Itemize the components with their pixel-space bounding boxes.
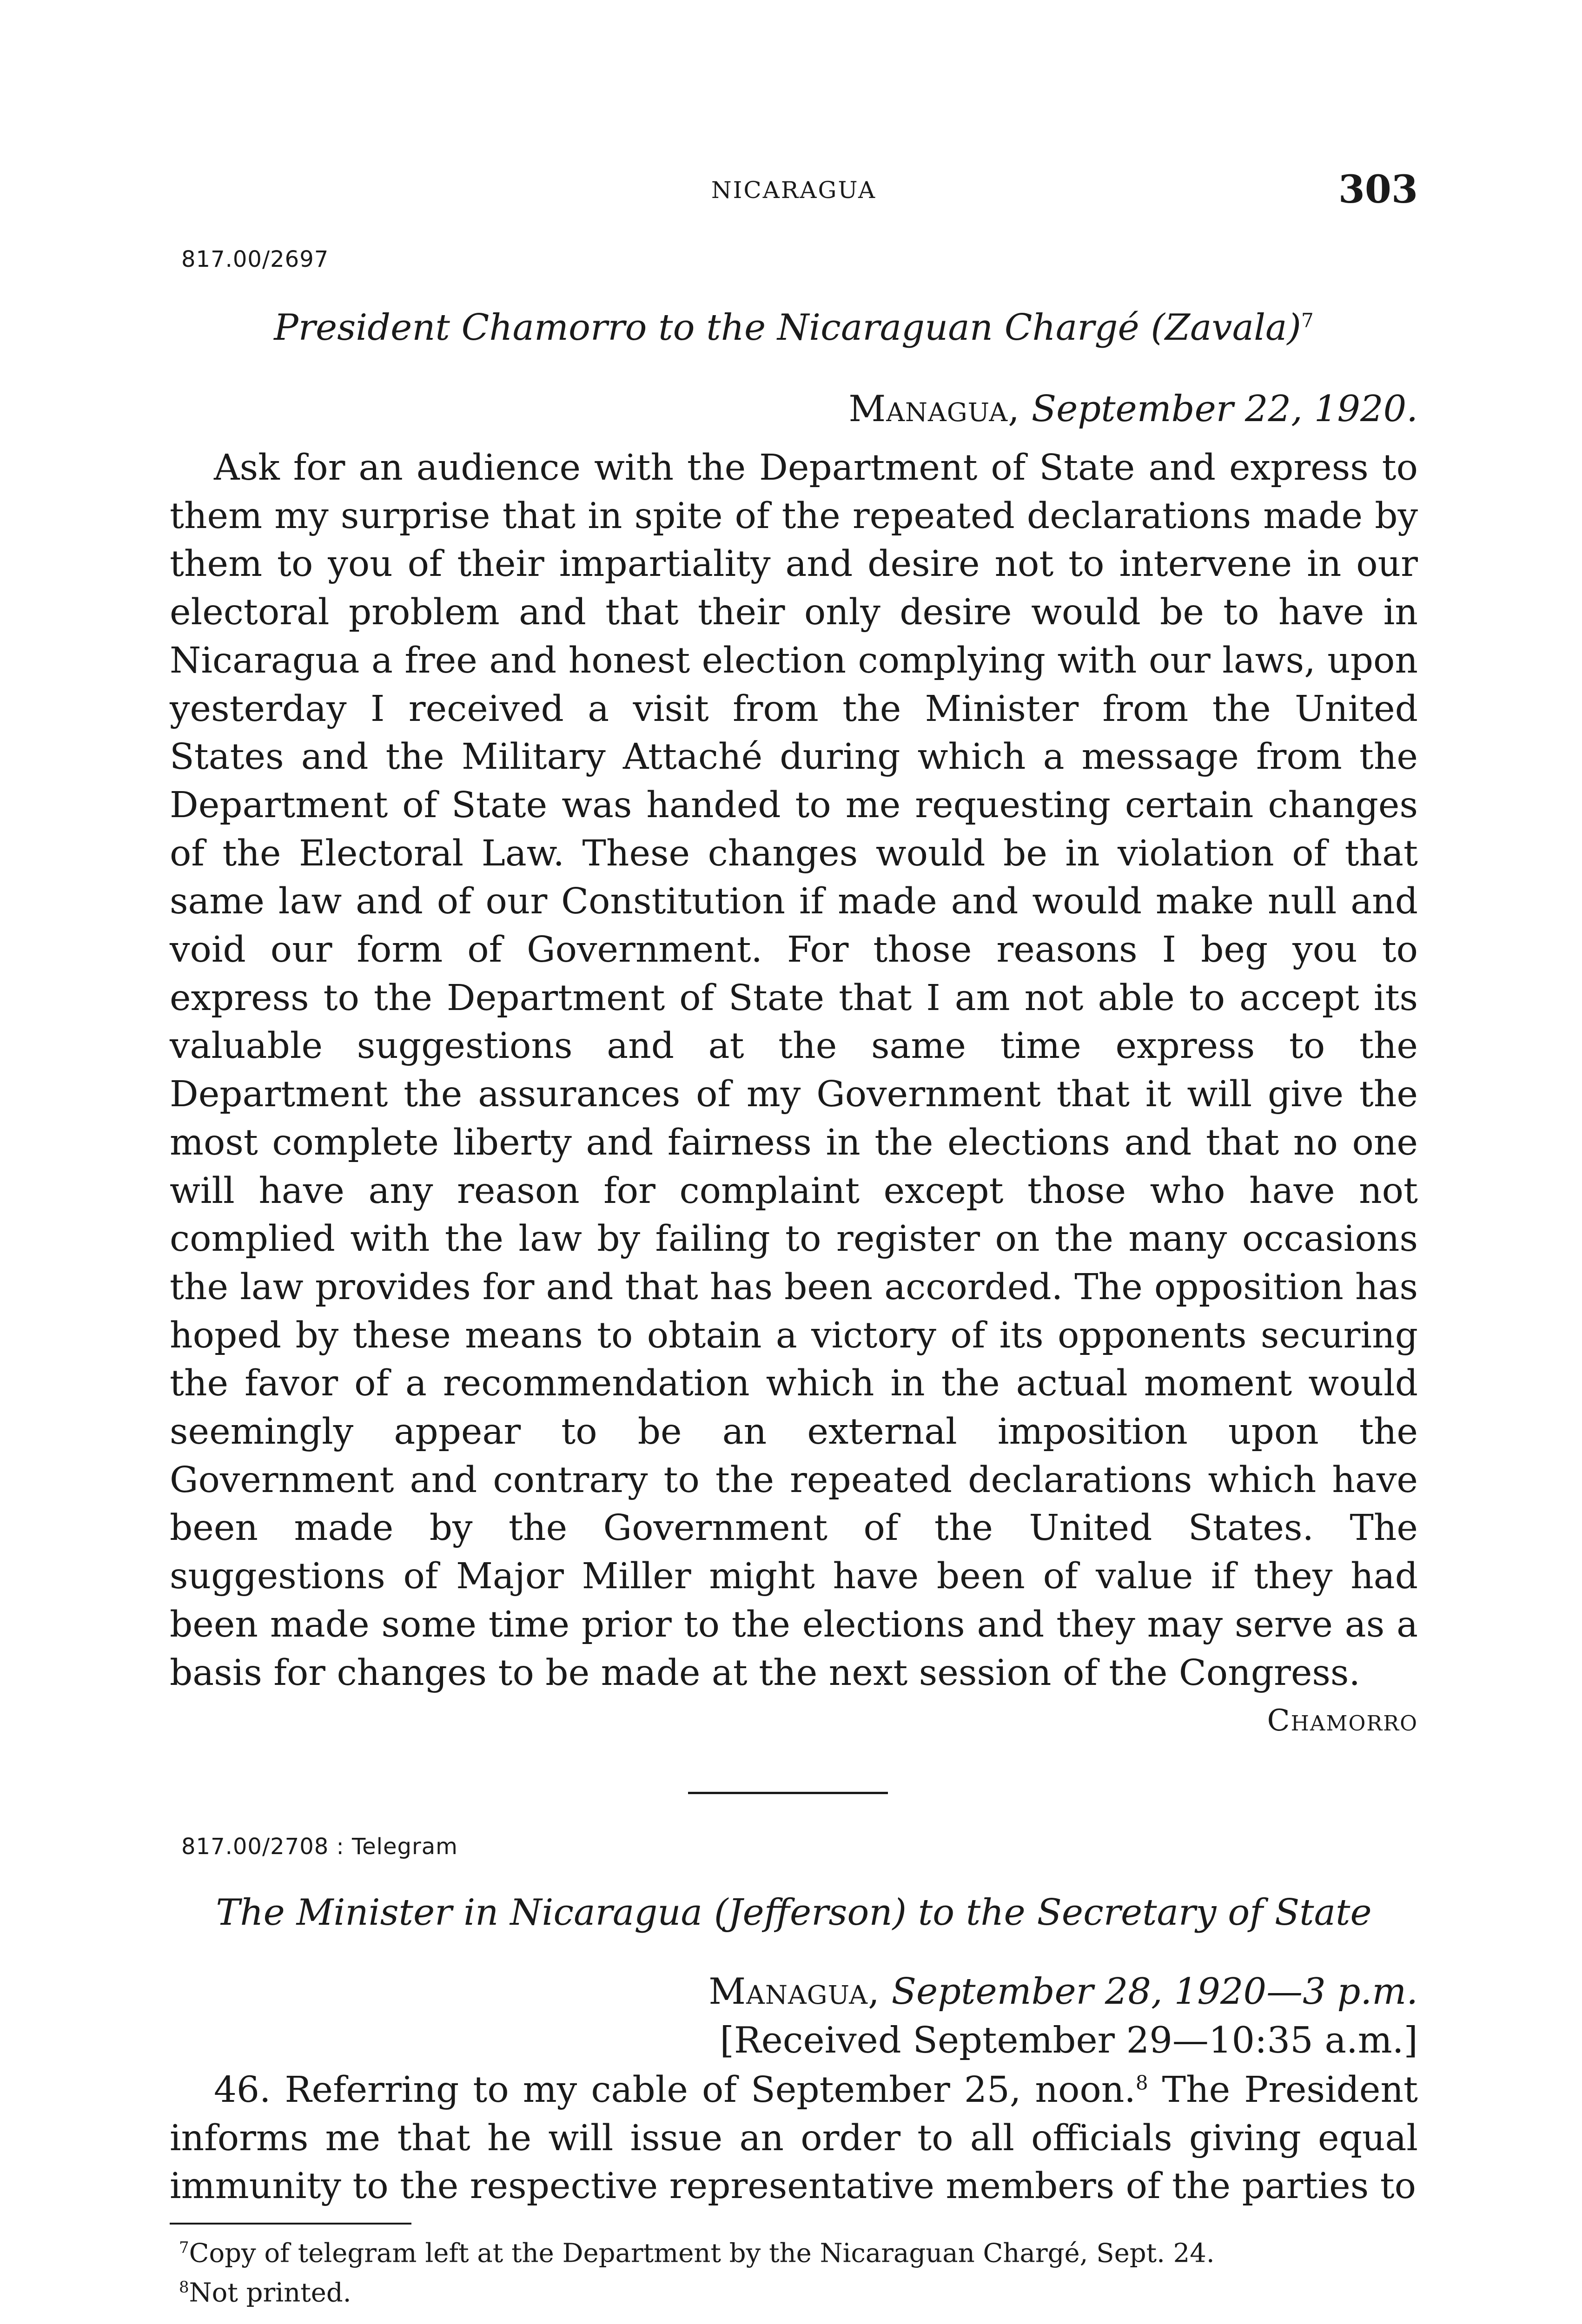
running-head — [170, 167, 1418, 218]
dateline-1 — [848, 388, 1418, 430]
heading-text: President Chamorro to the Nicaraguan Chargé (Zavala) — [274, 307, 1301, 349]
dateline-date: September 28, 1920—3 p.m. — [891, 1971, 1418, 2013]
file-number-2: 817.00/2708 : Telegram — [181, 1834, 458, 1860]
footnote-ref-7: 7 — [1301, 309, 1314, 332]
dateline-date: September 22, 1920. — [1031, 388, 1418, 430]
dateline-place: Managua, — [848, 388, 1020, 430]
footnote-rule — [170, 2223, 411, 2225]
dateline-place: Managua, — [708, 1971, 880, 2013]
signature: Chamorro — [1267, 1703, 1418, 1738]
page-number: 303 — [1338, 167, 1418, 212]
body-rest: The President informs me that he will issue an order to all officials giving equal immunity to the respective representative members of the parties to — [170, 2069, 1418, 2207]
footnote-mark: 8 — [179, 2278, 189, 2297]
footnote-mark: 7 — [179, 2238, 189, 2257]
footnote-8 — [179, 2271, 1416, 2310]
section-divider — [688, 1792, 888, 1794]
footnotes — [179, 2231, 1416, 2310]
footnote-7 — [179, 2231, 1416, 2271]
footnote-text: Copy of telegram left at the Department by the Nicaraguan Chargé, Sept. 24. — [189, 2238, 1215, 2269]
file-number-1: 817.00/2697 — [181, 246, 329, 272]
dateline-2 — [708, 1971, 1418, 2013]
document-heading-1 — [170, 307, 1418, 349]
message-body-1: Ask for an audience with the Department of State and express to them my surprise that in spite of the repeated declarations made by them to you of their impartiality and desire not to intervene in our electoral problem and that their only desire would be to have in Nicaragua a free and honest election complying with our laws, upon yesterday I received a visit from the Minister from the United States and the Military Attaché during which a message from the Department of State was handed to me requesting certain changes of the Electoral Law. These changes would be in violation of that same law and of our Constitution if made and would make null and void our form of Government. For those reasons I beg you to express to the Department of State that I am not able to accept its valuable suggestions and at the same time express to the Department the assurances of my Government that it will give the most complete liberty and fairness in the elections and that no one will have any reason for complaint except those who have not complied with the law by failing to register on the many occasions the law provides for and that has been accorded. The opposition has hoped by these means to obtain a victory of its opponents securing the favor of a recommendation which in the actual moment would seemingly appear to be an external imposition upon the Government and contrary to the repeated declarations which have been made by the Government of the United States. The suggestions of Major Miller might have been of value if they had been made some time prior to the elections and they may serve as a basis for changes to be made at the next session of the Congress. — [170, 447, 1418, 1694]
footnote-text: Not printed. — [189, 2278, 351, 2308]
footnote-ref-8: 8 — [1135, 2071, 1148, 2094]
body-start: 46. Referring to my cable of September 25, noon. — [214, 2069, 1136, 2111]
document-heading-2: The Minister in Nicaragua (Jefferson) to the Secretary of State — [216, 1892, 1372, 1934]
running-title: NICARAGUA — [711, 177, 877, 204]
received-line: [Received September 29—10:35 a.m.] — [720, 2020, 1418, 2061]
message-body-2 — [170, 2066, 1418, 2211]
